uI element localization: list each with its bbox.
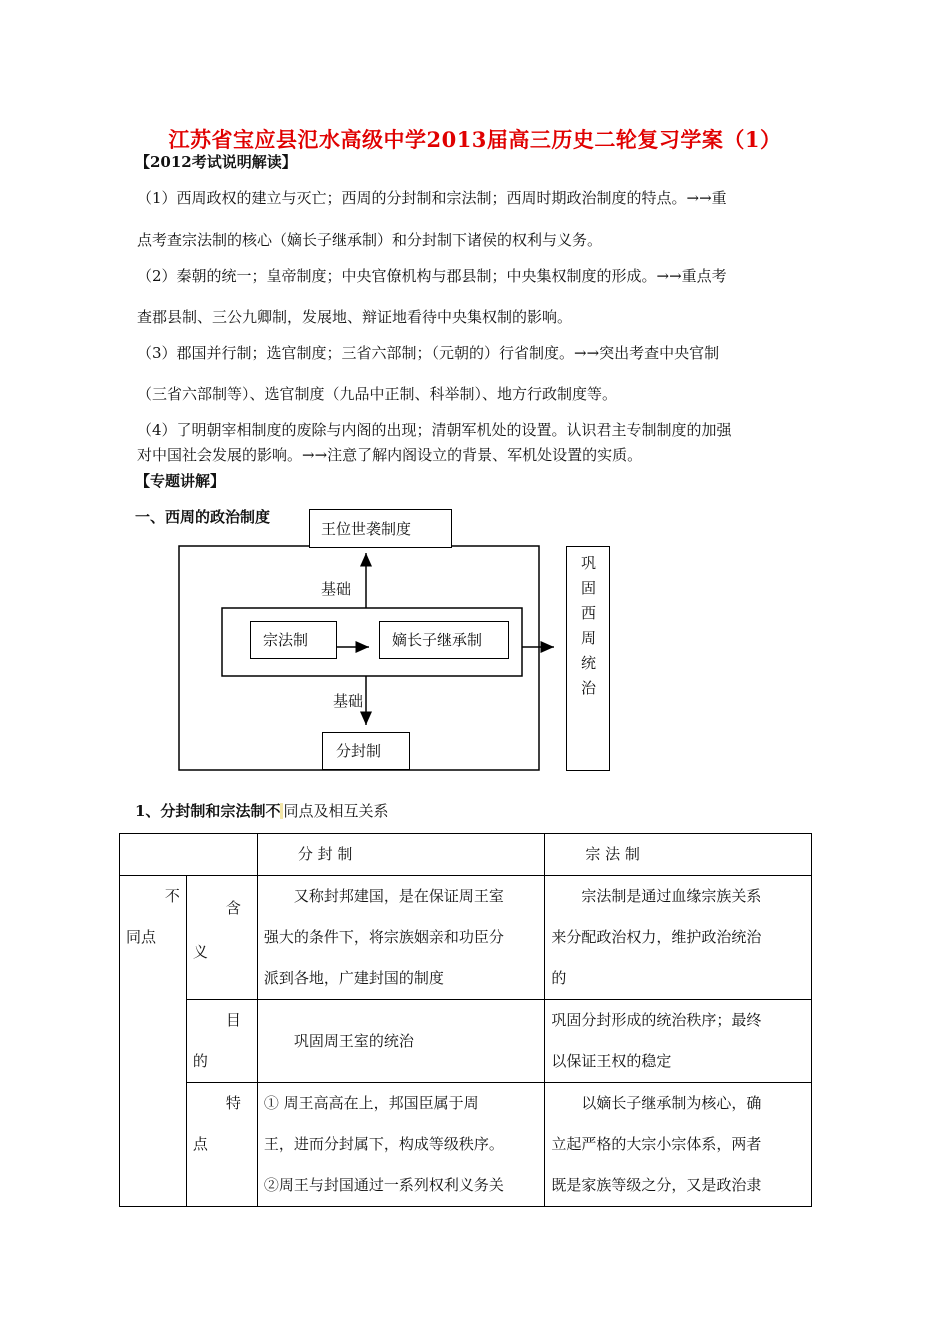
exam-item-2-line1: （2）秦朝的统一；皇帝制度；中央官僚机构与郡县制；中央集权制度的形成。→→重点考 [137, 267, 727, 285]
table-header-zongfa: 宗 法 制 [545, 834, 812, 876]
exam-item-2-line2: 查郡县制、三公九卿制，发展地、辩证地看待中央集权制的影响。 [137, 308, 573, 326]
section-heading-exam: 【2012考试说明解读】 [135, 153, 297, 171]
subheading-comparison-bold: 1、分封制和宗法制不 [135, 802, 281, 820]
box-patriarchal-system: 宗法制 [250, 621, 337, 659]
box-royal-succession: 王位世袭制度 [309, 509, 452, 548]
box-enfeoffment: 分封制 [322, 732, 410, 770]
cell-zongfa-features: 以嫡长子继承制为核心，确 立起严格的大宗小宗体系，两者 既是家族等级之分，又是政治隶 [545, 1083, 812, 1207]
group-label-top: 不 [164, 887, 180, 905]
exam-item-4-line2: 对中国社会发展的影响。→→注意了解内阁设立的背景、军机处设置的实质。 [137, 446, 643, 464]
table-header-empty [120, 834, 258, 876]
cell-fengjian-features: ① 周王高高在上，邦国臣属于周 王，进而分封属下，构成等级秩序。 ②周王与封国通过一系列权利义务关 [257, 1083, 545, 1207]
cell-fengjian-meaning: 又称封邦建国，是在保证周王室 强大的条件下，将宗族姻亲和功臣分 派到各地，广建封国的制度 [257, 876, 545, 1000]
label-basis-bottom: 基础 [333, 692, 364, 710]
table-row [120, 1000, 812, 1083]
table-header-row [120, 834, 812, 876]
row-label-meaning: 含 义 [186, 876, 257, 1000]
box-consolidate-rule: 巩固西周统治 [566, 546, 610, 771]
cell-fengjian-purpose: 巩固周王室的统治 [257, 1000, 545, 1083]
comparison-table [119, 833, 812, 1207]
table-header-fengjian: 分 封 制 [257, 834, 545, 876]
row-label-purpose: 目 的 [186, 1000, 257, 1083]
subheading-comparison-rest: 同点及相互关系 [283, 802, 389, 820]
exam-item-1-line2: 点考查宗法制的核心（嫡长子继承制）和分封制下诸侯的权利与义务。 [137, 231, 603, 249]
table-row [120, 876, 812, 1000]
cell-zongfa-meaning: 宗法制是通过血缘宗族关系 来分配政治权力，维护政治统治 的 [545, 876, 812, 1000]
section-heading-topic: 【专题讲解】 [135, 472, 226, 490]
row-label-features: 特 点 [186, 1083, 257, 1207]
label-basis-top: 基础 [321, 580, 352, 598]
cell-zongfa-purpose: 巩固分封形成的统治秩序；最终 以保证王权的稳定 [545, 1000, 812, 1083]
exam-item-3-line1: （3）郡国并行制；选官制度；三省六部制；（元朝的）行省制度。→→突出考查中央官制 [137, 344, 720, 362]
subheading-comparison [135, 801, 388, 821]
exam-item-3-line2: （三省六部制等）、选官制度（九品中正制、科举制）、地方行政制度等。 [137, 385, 618, 403]
exam-item-1-line1: （1）西周政权的建立与灭亡；西周的分封制和宗法制；西周时期政治制度的特点。→→重 [137, 189, 727, 207]
group-label-bottom: 同点 [126, 928, 157, 946]
box-primogeniture: 嫡长子继承制 [379, 621, 509, 659]
page-title: 江苏省宝应县氾水高级中学2013届高三历史二轮复习学案（1） [168, 127, 782, 152]
group-label-differences [120, 876, 187, 1207]
exam-item-4-line1: （4）了明朝宰相制度的废除与内阁的出现；清朝军机处的设置。认识君主专制制度的加强 [137, 421, 732, 439]
subheading-western-zhou: 一、西周的政治制度 [135, 508, 271, 526]
table-row [120, 1083, 812, 1207]
